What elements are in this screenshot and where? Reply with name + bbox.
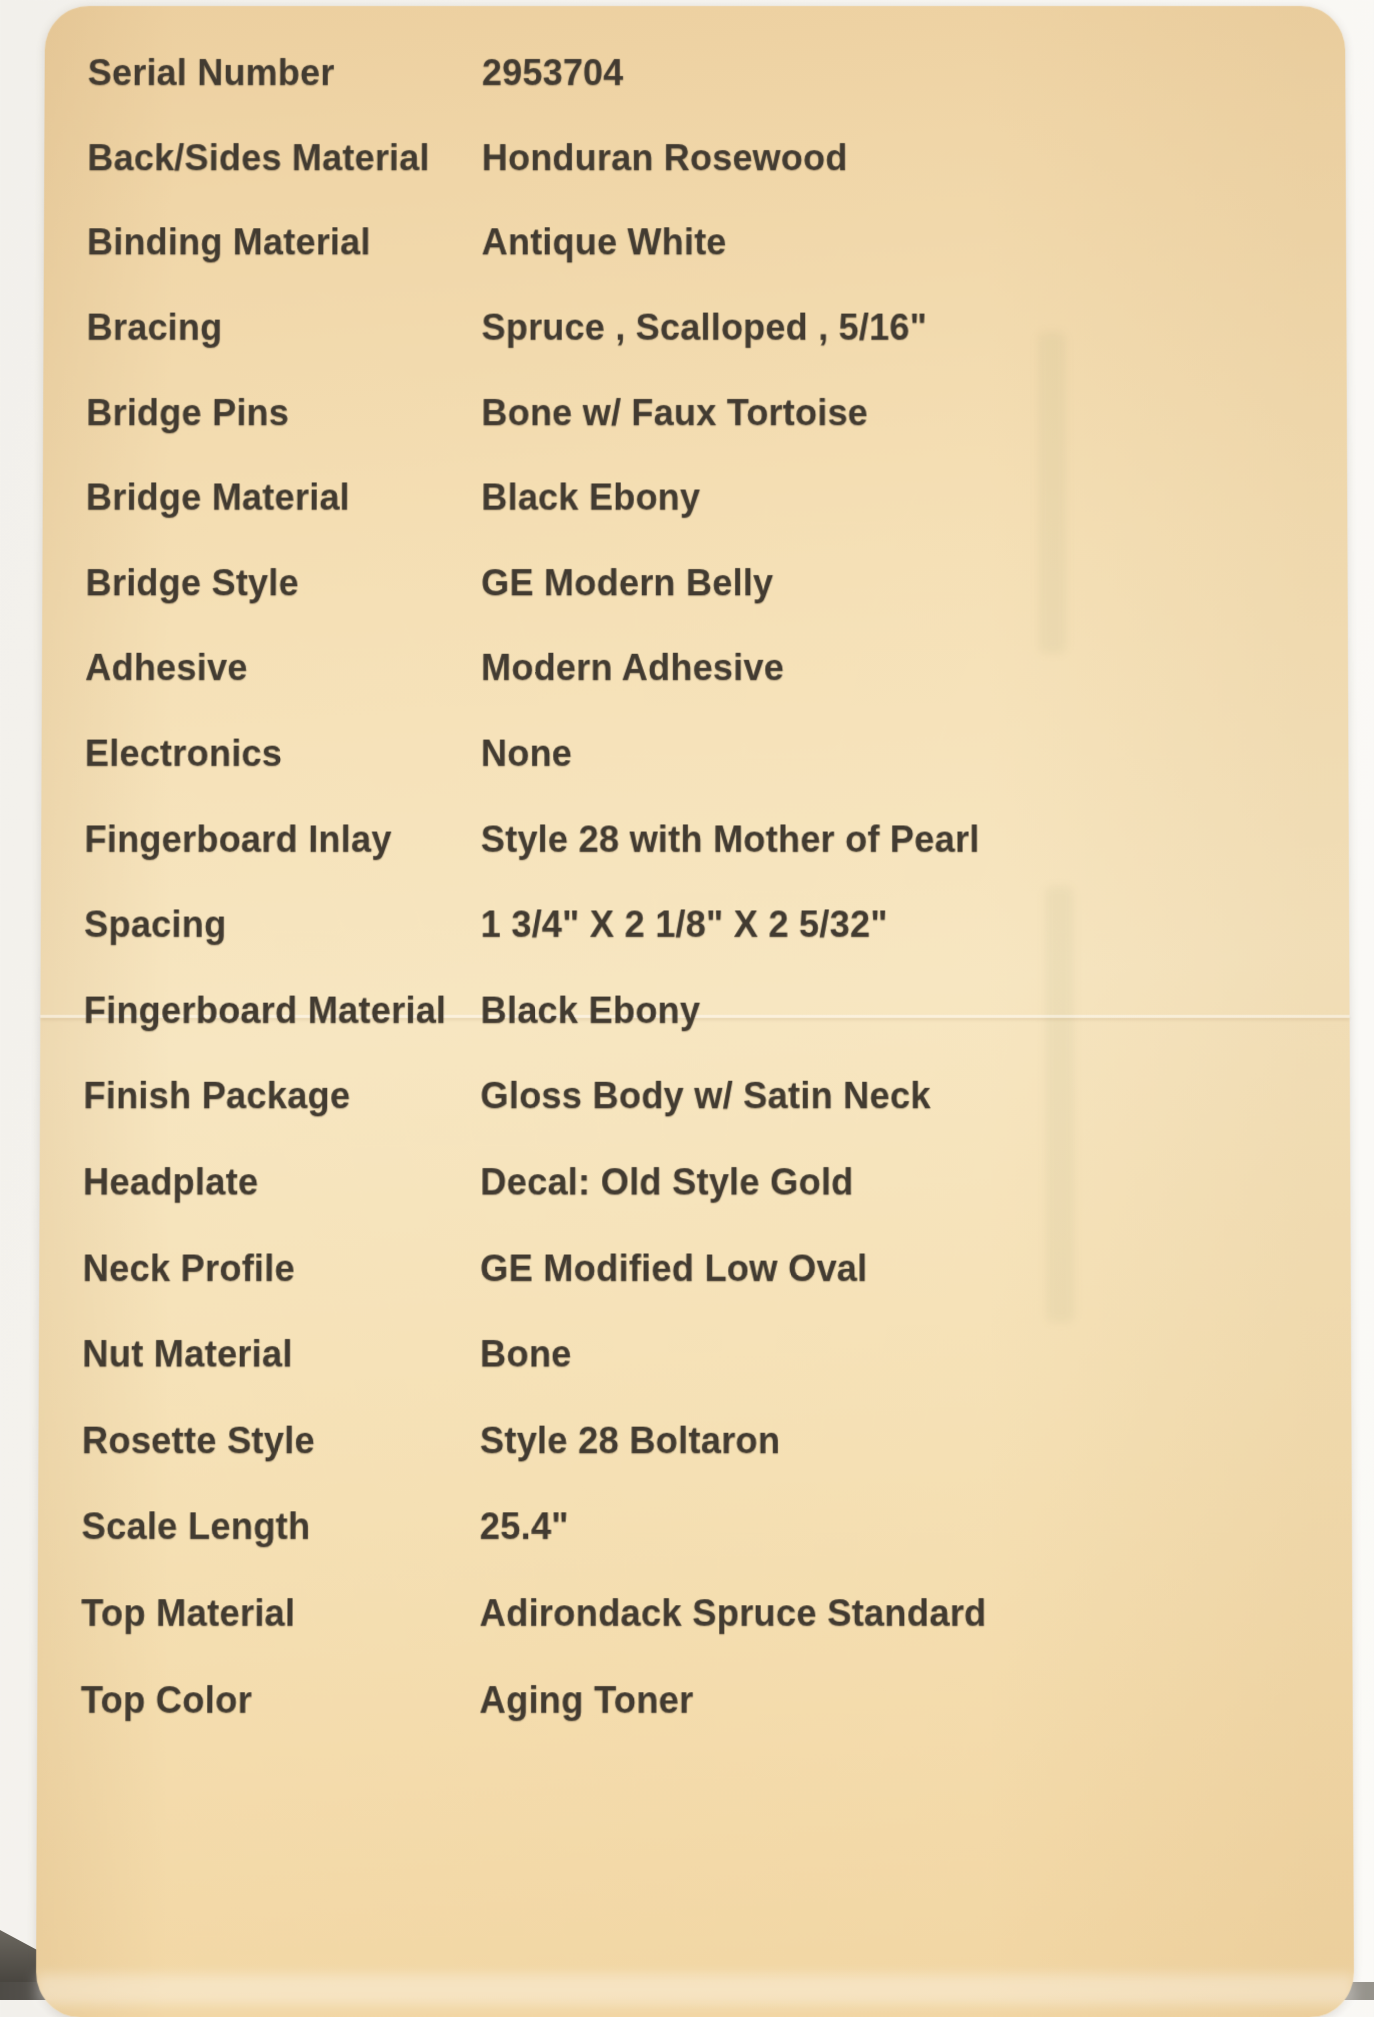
spec-row: [82, 1311, 1331, 1397]
spec-value: Decal: Old Style Gold: [480, 1161, 854, 1203]
spec-row: [87, 116, 1326, 201]
light-reflection: [36, 1974, 1354, 2005]
spec-value: GE Modified Low Oval: [480, 1247, 868, 1289]
spec-label: Scale Length: [81, 1505, 311, 1548]
spec-row: [85, 711, 1329, 796]
spec-label: Bridge Pins: [86, 391, 290, 433]
spec-value: Aging Toner: [479, 1678, 694, 1721]
spec-value: Gloss Body w/ Satin Neck: [480, 1075, 931, 1117]
spec-label: Bridge Material: [85, 476, 350, 518]
spec-label: Bracing: [86, 306, 223, 348]
spec-row: [86, 455, 1328, 540]
spec-label: Neck Profile: [82, 1247, 296, 1289]
spec-label: Fingerboard Material: [83, 989, 447, 1031]
spec-value: Antique White: [481, 221, 727, 263]
spec-label: Spacing: [84, 903, 227, 946]
spec-label: Serial Number: [87, 52, 335, 94]
spec-value: Honduran Rosewood: [481, 136, 848, 179]
spec-row: [86, 285, 1326, 370]
spec-row: [81, 1484, 1332, 1570]
spec-label: Bridge Style: [85, 561, 299, 604]
spec-value: Bone: [479, 1333, 572, 1375]
spec-value: 2953704: [481, 52, 624, 94]
spec-row: [87, 200, 1326, 285]
spec-value: Style 28 Boltaron: [479, 1419, 781, 1462]
spec-row: [85, 540, 1327, 625]
spec-list: [81, 31, 1333, 1743]
spec-value: 25.4": [479, 1505, 569, 1548]
spec-row: [82, 1225, 1330, 1311]
spec-row: [84, 882, 1329, 968]
spec-label: Top Color: [80, 1678, 252, 1721]
spec-label: Electronics: [84, 732, 283, 774]
spec-row: [86, 370, 1327, 455]
spec-row: [83, 1139, 1331, 1225]
spec-label: Rosette Style: [81, 1419, 315, 1462]
spec-value: Spruce , Scalloped , 5/16": [481, 306, 928, 348]
spec-label: Back/Sides Material: [87, 136, 430, 179]
spec-row: [88, 31, 1326, 116]
spec-value: Modern Adhesive: [480, 647, 785, 689]
spec-row: [85, 626, 1328, 711]
spec-row: [81, 1657, 1333, 1744]
spec-label: Binding Material: [86, 221, 371, 263]
spec-value: Adirondack Spruce Standard: [479, 1592, 987, 1634]
spec-label: Nut Material: [82, 1333, 293, 1375]
spec-row: [83, 1054, 1330, 1140]
spec-value: Black Ebony: [481, 476, 701, 518]
spec-value: Style 28 with Mother of Pearl: [480, 818, 980, 860]
spec-value: 1 3/4" X 2 1/8" X 2 5/32": [480, 903, 888, 946]
spec-label: Adhesive: [85, 647, 248, 689]
spec-row: [84, 797, 1329, 883]
spec-value: GE Modern Belly: [481, 561, 774, 604]
spec-row: [84, 968, 1330, 1054]
spec-row: [81, 1570, 1332, 1656]
spec-value: None: [480, 732, 573, 774]
spec-value: Black Ebony: [480, 989, 701, 1031]
spec-card: [36, 6, 1354, 2017]
spec-label: Fingerboard Inlay: [84, 818, 392, 860]
spec-row: [82, 1398, 1332, 1484]
spec-label: Headplate: [82, 1161, 259, 1203]
spec-value: Bone w/ Faux Tortoise: [481, 391, 869, 433]
spec-label: Finish Package: [83, 1075, 351, 1117]
spec-label: Top Material: [81, 1592, 296, 1634]
